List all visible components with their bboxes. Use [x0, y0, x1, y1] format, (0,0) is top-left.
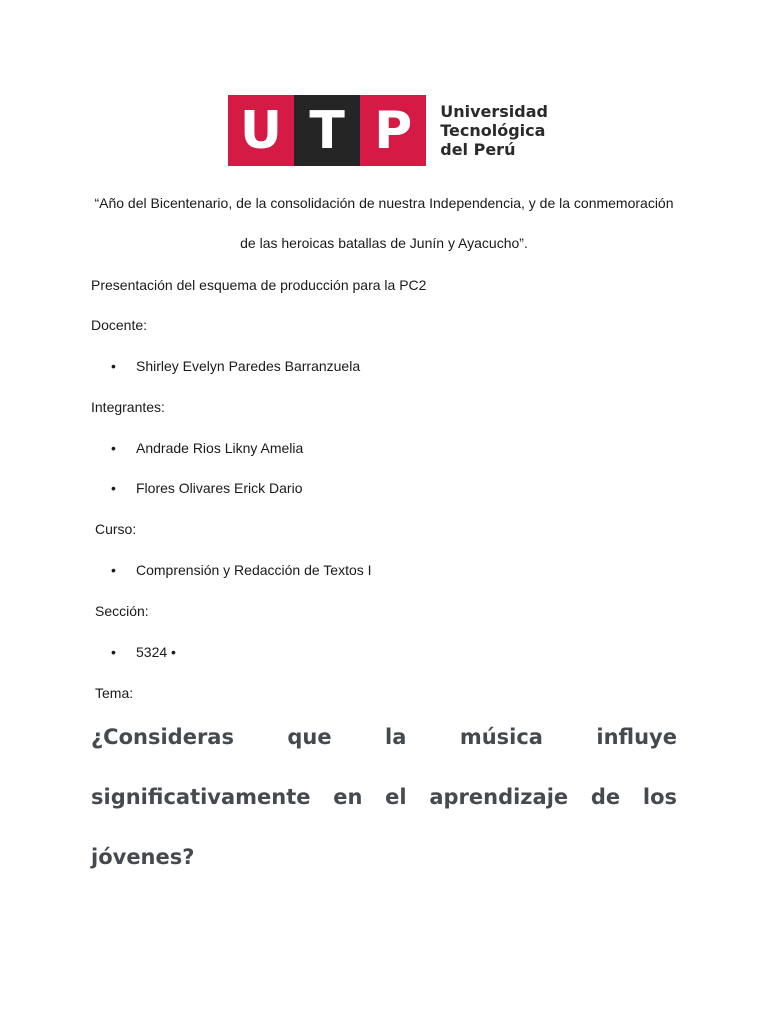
curso-name: Comprensión y Redacción de Textos I	[136, 562, 372, 578]
seccion-item	[111, 643, 176, 661]
logo-name-line-1: Universidad	[440, 102, 548, 121]
bullet-icon: •	[111, 480, 116, 496]
tema-word: influye	[596, 725, 677, 749]
tema-word: ¿Consideras	[91, 725, 234, 749]
docente-label: Docente:	[91, 317, 148, 333]
docente-name: Shirley Evelyn Paredes Barranzuela	[136, 358, 361, 374]
integrante-item-1	[111, 439, 303, 457]
logo-name-line-3: del Perú	[440, 140, 516, 159]
tema-label: Tema:	[95, 685, 134, 701]
tema-word: que	[287, 725, 332, 749]
integrante-name-1: Andrade Rios Likny Amelia	[136, 440, 304, 456]
tema-title-line-2	[91, 784, 677, 810]
seccion-value: 5324 •	[136, 644, 176, 660]
curso-item	[111, 561, 372, 579]
presentation-text: Presentación del esquema de producción para la PC2	[91, 277, 427, 293]
tema-word: significativamente	[91, 785, 311, 809]
bullet-icon: •	[111, 358, 116, 374]
tema-word: la	[385, 725, 407, 749]
bullet-icon: •	[111, 562, 116, 578]
tema-title-line-1	[91, 724, 677, 750]
integrantes-label: Integrantes:	[91, 399, 165, 415]
tema-word: música	[459, 725, 543, 749]
bullet-icon: •	[111, 644, 116, 660]
curso-label: Curso:	[95, 521, 137, 537]
logo-university-name	[440, 95, 548, 166]
tema-word: en	[333, 785, 363, 809]
motto-line-2: de las heroicas batallas de Junín y Ayacucho”.	[240, 235, 528, 251]
integrante-name-2: Flores Olivares Erick Dario	[136, 480, 303, 496]
logo-letter-u: U	[228, 95, 294, 166]
integrante-item-2	[111, 479, 302, 497]
bullet-icon: •	[111, 440, 116, 456]
tema-word: de	[590, 785, 621, 809]
tema-word: jóvenes?	[91, 845, 195, 869]
tema-title-line-3	[91, 844, 677, 870]
seccion-label: Sección:	[95, 603, 149, 619]
utp-logo	[228, 95, 548, 166]
logo-letter-p: P	[360, 95, 426, 166]
tema-word: aprendizaje	[429, 785, 569, 809]
logo-name-line-2: Tecnológica	[440, 121, 546, 140]
logo-letter-t: T	[294, 95, 360, 166]
docente-item	[111, 357, 360, 375]
tema-word: el	[385, 785, 407, 809]
tema-word: los	[642, 785, 677, 809]
motto-line-1: “Año del Bicentenario, de la consolidación de nuestra Independencia, y de la conmemoración	[94, 195, 674, 211]
